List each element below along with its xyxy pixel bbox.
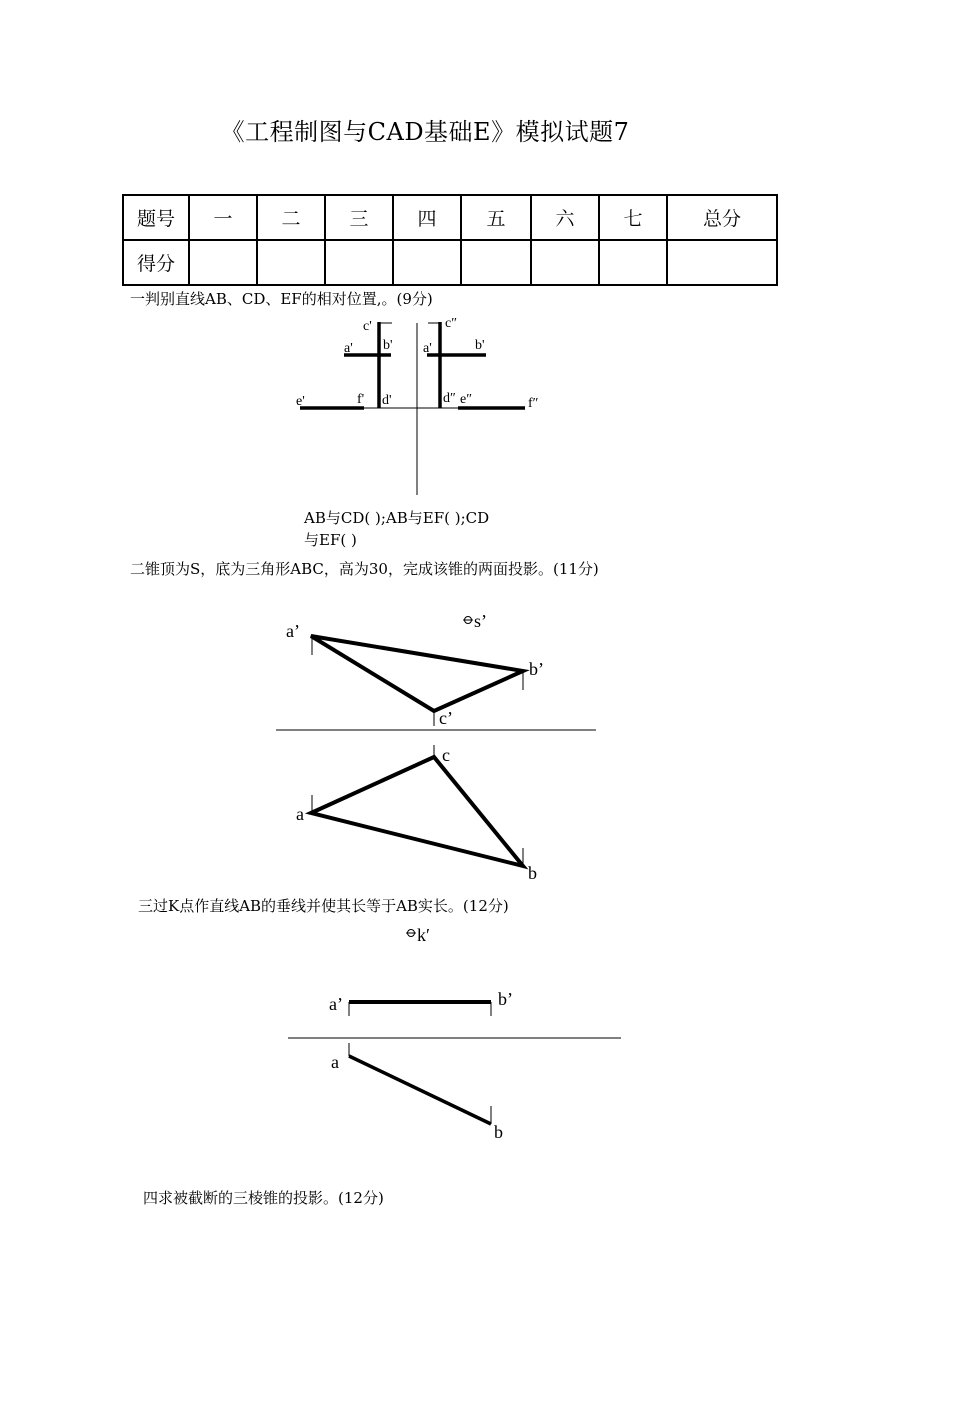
label-a1: a' xyxy=(344,341,353,356)
label-a: a xyxy=(296,804,304,824)
table-cell: 七 xyxy=(599,195,667,240)
table-cell: 六 xyxy=(531,195,599,240)
table-cell: 题号 xyxy=(123,195,189,240)
label-b1: b' xyxy=(383,338,393,353)
label-f2: f″ xyxy=(528,396,539,411)
label-b: b xyxy=(494,1122,503,1142)
table-cell: 四 xyxy=(393,195,461,240)
q1-drawing xyxy=(296,316,539,495)
label-c: c xyxy=(442,745,450,765)
line-ab-top xyxy=(349,1056,491,1124)
triangle-front xyxy=(311,636,523,711)
answer-line: 与EF( ) xyxy=(304,531,357,549)
label-d1: d' xyxy=(382,393,392,408)
table-cell: 五 xyxy=(461,195,531,240)
label-b2: b' xyxy=(475,338,485,353)
label-s1: s’ xyxy=(474,611,487,631)
question-2-text: 二锥顶为S，底为三角形ABC，高为30，完成该锥的两面投影。(11分) xyxy=(130,560,599,578)
question-4-text: 四求被截断的三棱锥的投影。(12分) xyxy=(143,1189,384,1207)
label-c1: c' xyxy=(363,319,372,334)
table-cell: 得分 xyxy=(123,240,189,285)
label-e2: e″ xyxy=(460,392,473,407)
label-b1: b’ xyxy=(529,659,544,679)
question-1-text: 一判别直线AB、CD、EF的相对位置,。(9分) xyxy=(130,290,433,308)
answer-line: AB与CD( );AB与EF( );CD xyxy=(304,509,490,527)
label-c2: c″ xyxy=(445,316,458,331)
label-e1: e' xyxy=(296,394,305,409)
label-b1: b’ xyxy=(498,989,513,1009)
label-a: a xyxy=(331,1052,339,1072)
label-b: b xyxy=(528,863,537,883)
question-3-text: 三过K点作直线AB的垂线并使其长等于AB实长。(12分) xyxy=(138,897,509,915)
q2-drawing xyxy=(276,611,596,883)
table-cell: 二 xyxy=(257,195,325,240)
label-a2: a' xyxy=(423,341,432,356)
page-title: 《工程制图与CAD基础E》模拟试题7 xyxy=(220,118,630,146)
label-c1: c’ xyxy=(439,708,453,728)
label-a1: a’ xyxy=(329,994,343,1014)
q3-drawing xyxy=(288,925,621,1142)
table-cell: 一 xyxy=(189,195,257,240)
triangle-top xyxy=(311,757,523,866)
label-k1: k′ xyxy=(417,925,430,945)
table-cell: 总分 xyxy=(667,195,777,240)
label-a1: a’ xyxy=(286,621,300,641)
label-f1: f' xyxy=(357,392,365,407)
table-cell: 三 xyxy=(325,195,393,240)
label-d2: d″ xyxy=(443,391,456,406)
